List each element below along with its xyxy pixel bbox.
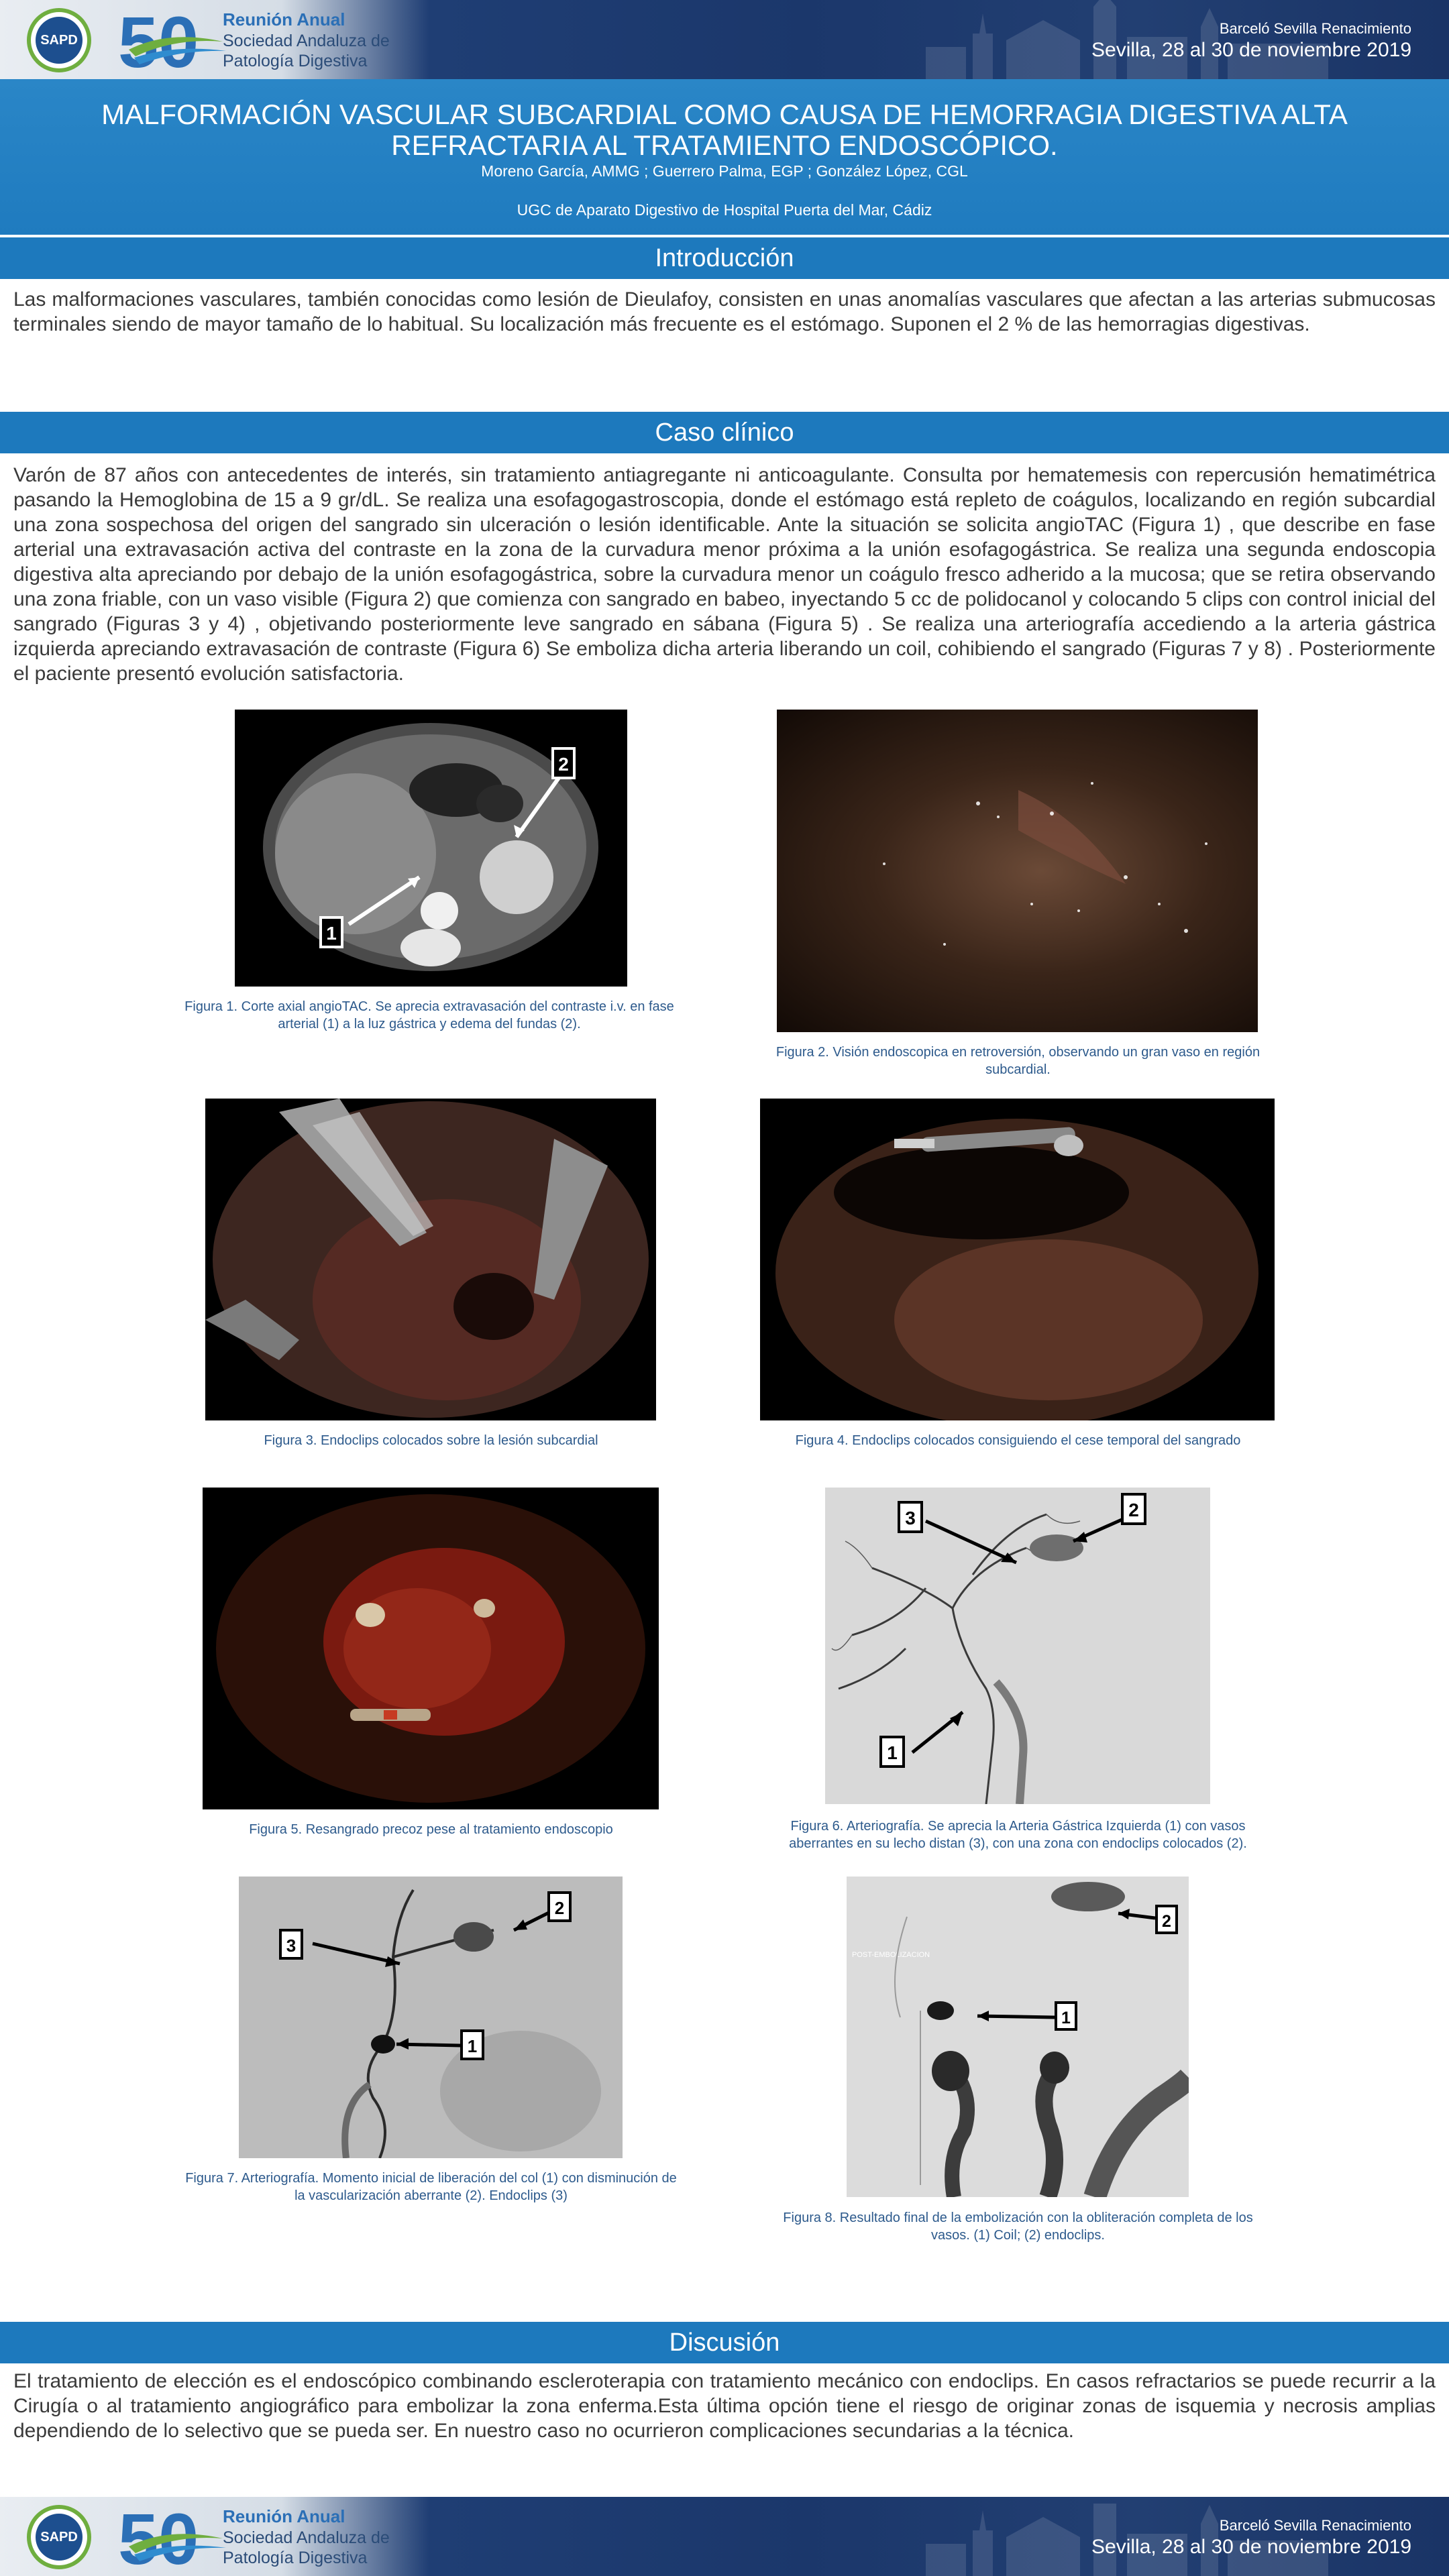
poster-authors: Moreno García, AMMG ; Guerrero Palma, EGP ; González López, CGL bbox=[481, 162, 968, 180]
footer-sapd-logo bbox=[27, 2505, 91, 2569]
figure-6-arteriography-image bbox=[825, 1488, 1210, 1804]
sapd-logo-text: SAPD bbox=[36, 17, 83, 64]
event-dates: Sevilla, 28 al 30 de noviembre 2019 bbox=[1091, 39, 1411, 61]
figure-8-label-2: 2 bbox=[1162, 1912, 1171, 1931]
venue-text: Barceló Sevilla Renacimiento bbox=[1219, 20, 1411, 37]
poster-title-block bbox=[0, 79, 1449, 235]
figure-8-caption: Figura 8. Resultado final de la embolización con la obliteración completa de los vasos. (1) Coil; (2) endoclips. bbox=[783, 2210, 1253, 2243]
logo-title: Reunión Anual bbox=[223, 9, 345, 30]
discusion-text: El tratamiento de elección es el endoscópico combinando escleroterapia con tratamiento mecánico con endoclips. En casos refractarios se puede recurrir a la Cirugía o al tratamiento angiográfico para embolizar la zona enferma.Esta última opción tiene el riesgo de originar zonas de isquemia y necrosis amplias dependiendo de lo selectivo que se pueda ser. En nuestro caso no ocurrieron complicaciones secundarias a la técnica. bbox=[13, 2370, 1436, 2442]
figure-7-arteriography-image bbox=[239, 1877, 623, 2158]
figure-7-label-3: 3 bbox=[286, 1936, 297, 1956]
section-heading-introduccion: Introducción bbox=[0, 237, 1449, 279]
figure-2-endoscopy-image bbox=[777, 710, 1258, 1032]
poster-affiliation: UGC de Aparato Digestivo de Hospital Puerta del Mar, Cádiz bbox=[517, 201, 932, 219]
figure-6-label-2: 2 bbox=[1128, 1500, 1139, 1520]
footer-anniversary-50-logo bbox=[115, 2500, 229, 2573]
footer-logo-subtitle-1: Sociedad Andaluza de bbox=[223, 2528, 390, 2547]
footer-event-dates: Sevilla, 28 al 30 de noviembre 2019 bbox=[1091, 2536, 1411, 2558]
figure-1-ct-image bbox=[235, 710, 627, 987]
footer-sapd-logo-text: SAPD bbox=[36, 2514, 83, 2561]
figure-1-label-1: 1 bbox=[326, 923, 337, 944]
sapd-logo bbox=[27, 8, 91, 72]
section-heading-caso-clinico: Caso clínico bbox=[0, 412, 1449, 453]
footer-venue-text: Barceló Sevilla Renacimiento bbox=[1219, 2517, 1411, 2534]
figure-5-caption: Figura 5. Resangrado precoz pese al tratamiento endoscopio bbox=[249, 1822, 613, 1837]
figure-1-label-2: 2 bbox=[558, 754, 569, 775]
figure-2-caption: Figura 2. Visión endoscopica en retroversión, observando un gran vaso en región subcardial. bbox=[775, 1045, 1260, 1077]
footer-logo-subtitle-2: Patología Digestiva bbox=[223, 2549, 368, 2567]
figure-3-caption: Figura 3. Endoclips colocados sobre la lesión subcardial bbox=[264, 1433, 598, 1448]
figure-3-endoscopy-image bbox=[205, 1099, 656, 1420]
footer-anniversary-50-text: 50 bbox=[118, 2500, 199, 2573]
figure-6-label-3: 3 bbox=[905, 1508, 916, 1528]
logo-subtitle-1: Sociedad Andaluza de bbox=[223, 32, 390, 50]
section-heading-discusion: Discusión bbox=[0, 2322, 1449, 2363]
figure-7-caption: Figura 7. Arteriografía. Momento inicial de liberación del col (1) con disminución de la vascularización aberrante (2). Endoclips (3) bbox=[185, 2171, 677, 2203]
introduccion-text: Las malformaciones vasculares, también conocidas como lesión de Dieulafoy, consisten en unas anomalías vasculares que afectan a las arterias submucosas terminales siendo de mayor tamaño de lo habitual. Su localización más frecuente es el estómago. Suponen el 2 % de las hemorragias digestivas. bbox=[13, 288, 1436, 335]
figure-6-caption: Figura 6. Arteriografía. Se aprecia la Arteria Gástrica Izquierda (1) con vasos aberrantes en su lecho distan (3), con una zona con endoclips colocados (2). bbox=[789, 1819, 1247, 1851]
poster-title: MALFORMACIÓN VASCULAR SUBCARDIAL COMO CAUSA DE HEMORRAGIA DIGESTIVA ALTA REFRACTARIA AL TRATAMIENTO ENDOSCÓPICO. bbox=[101, 99, 1348, 161]
footer-banner bbox=[0, 2497, 1449, 2576]
figure-8-overlay-text: POST-EMBOLIZACION bbox=[852, 1951, 930, 1959]
footer-logo-title: Reunión Anual bbox=[223, 2506, 345, 2526]
figure-8-arteriography-image bbox=[847, 1877, 1189, 2197]
figure-8-label-1: 1 bbox=[1061, 2009, 1071, 2027]
header-banner bbox=[0, 0, 1449, 79]
anniversary-50-text: 50 bbox=[118, 3, 199, 76]
figure-5-endoscopy-image bbox=[203, 1488, 659, 1809]
caso-clinico-text: Varón de 87 años con antecedentes de interés, sin tratamiento antiagregante ni anticoagulante. Consulta por hematemesis con repercusión hematimétrica pasando la Hemoglobina de 15 a 9 gr/dL. Se realiza una esofagogastroscopia, donde el estómago está repleto de coágulos, localizando en región subcardial una zona sospechosa del origen del sangrado sin ulceración o lesión identificable. Ante la situación se solicita angioTAC (Figura 1) , que describe en fase arterial una extravasación activa del contraste en la zona de la curvadura menor próxima a la unión esofagogástrica. Se realiza una segunda endoscopia digestiva alta apreciando por debajo de la unión esofagogástrica, sobre la curvadura menor un coágulo fresco adherido a la mucosa; que se retira observando una zona friable, con un vaso visible (Figura 2) que comienza con sangrado en babeo, inyectando 5 cc de polidocanol y colocando 5 clips con control inicial del sangrado (Figuras 3 y 4) , objetivando posteriormente leve sangrado en sábana (Figura 5) . Se realiza una arteriografía accediendo a la arteria gástrica izquierda apreciando extravasación de contraste (Figura 6) Se emboliza dicha arteria liberando un coil, cohibiendo el sangrado (Figuras 7 y 8) . Posteriormente el paciente presentó evolución satisfactoria. bbox=[13, 464, 1436, 685]
anniversary-50-logo bbox=[115, 3, 229, 76]
figure-4-caption: Figura 4. Endoclips colocados consiguiendo el cese temporal del sangrado bbox=[795, 1433, 1241, 1448]
figure-6-label-1: 1 bbox=[887, 1742, 898, 1763]
figure-4-endoscopy-image bbox=[760, 1099, 1275, 1420]
logo-subtitle-2: Patología Digestiva bbox=[223, 52, 368, 70]
figure-1-caption: Figura 1. Corte axial angioTAC. Se aprecia extravasación del contraste i.v. en fase arterial (1) a la luz gástrica y edema del fundas (2). bbox=[184, 999, 674, 1031]
figure-7-label-1: 1 bbox=[467, 2036, 478, 2056]
figure-7-label-2: 2 bbox=[554, 1898, 565, 1918]
